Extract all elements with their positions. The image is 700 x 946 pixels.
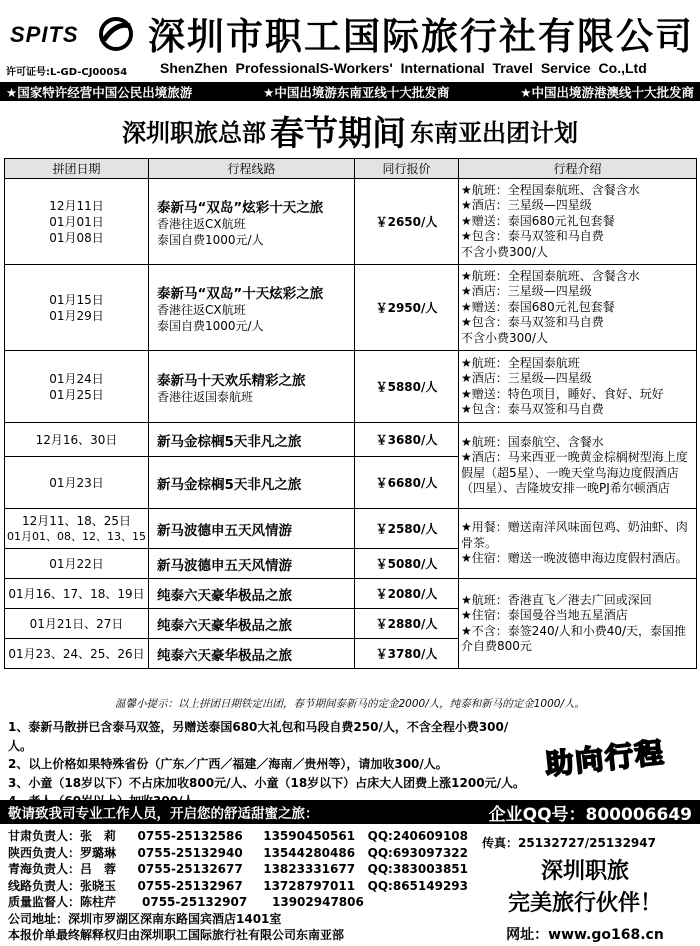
contact-mobile: 13823331677 xyxy=(263,862,356,876)
route-cell xyxy=(149,457,355,509)
logo-text: SPITS xyxy=(10,22,79,47)
table-row xyxy=(5,351,697,423)
date-text: 01月15日 xyxy=(49,292,104,307)
column-header: 同行报价 xyxy=(355,159,459,179)
title-part: 东南亚出团计划 xyxy=(410,118,578,147)
price-cell: ￥6680/人 xyxy=(355,457,459,509)
price-cell: ￥2880/人 xyxy=(355,609,459,639)
intro-cell xyxy=(459,179,697,265)
date-text: 01月01日 xyxy=(49,214,104,229)
route-name: 泰新马十天欢乐精彩之旅 xyxy=(157,372,306,389)
contact-name: 线路负责人：张晓玉 xyxy=(8,878,117,893)
route-cell xyxy=(149,639,355,669)
note-item: 2、以上价格如果特殊省份（广东／广西／福建／海南／贵州等），请加收300/人。 xyxy=(8,757,448,771)
price-cell: ￥3680/人 xyxy=(355,423,459,457)
date-text: 01月23、24、25、26日 xyxy=(8,646,145,661)
intro-line: ★住宿：泰国曼谷当地五星酒店 xyxy=(461,608,628,622)
route-cell xyxy=(149,549,355,579)
intro-cell xyxy=(459,579,697,669)
route-name: 新马波德申五天风情游 xyxy=(157,522,292,539)
page-title xyxy=(0,104,700,156)
route-name: 纯泰六天豪华极品之旅 xyxy=(157,647,292,664)
contact-qq: QQ:240609108 xyxy=(367,829,468,843)
contact-row xyxy=(8,861,468,878)
banner-item: ★中国出境游港澳线十大批发商 xyxy=(520,84,694,100)
date-text: 12月11、18、25日 xyxy=(21,513,132,528)
brand-box xyxy=(470,828,700,946)
date-cell xyxy=(5,457,149,509)
intro-line: 不含小费300/人 xyxy=(461,330,548,345)
contact-mobile: 13544280486 xyxy=(263,845,356,860)
date-cell xyxy=(5,609,149,639)
intro-line: ★包含：泰马双签和马自费 xyxy=(461,315,604,330)
date-text: 01月16、17、18、19日 xyxy=(8,586,145,601)
intro-line: ★不含：泰签240/人和小费40/天，泰国推介自费800元 xyxy=(461,623,687,653)
route-name: 新马金棕榈5天非凡之旅 xyxy=(157,433,302,450)
company-name-cn: 深圳市职工国际旅行社有限公司 xyxy=(148,15,694,58)
intro-line: ★包含：泰马双签和马自费 xyxy=(461,229,604,244)
note-item: 1、泰新马散拼已含泰马双签，另赠送泰国680大礼包和马段自费250/人，不含全程小费300/人。 xyxy=(8,720,509,753)
intro-line: ★航班：国泰航空、含餐水 xyxy=(461,434,604,449)
enterprise-qq: 企业QQ号：800006649 xyxy=(488,804,692,825)
price-cell: ￥5080/人 xyxy=(355,549,459,579)
table-row xyxy=(5,179,697,265)
brand-name: 深圳职旅 xyxy=(540,858,629,884)
title-highlight: 春节期间 xyxy=(270,113,406,154)
column-header: 行程线路 xyxy=(149,159,355,179)
contact-row xyxy=(8,894,468,911)
contact-name: 陕西负责人：罗璐琳 xyxy=(8,845,117,860)
sticker-text: 助向行程 xyxy=(543,735,667,782)
itinerary-sticker xyxy=(540,732,670,782)
table-row xyxy=(5,265,697,351)
route-cell xyxy=(149,579,355,609)
date-text: 01月24日 xyxy=(49,371,104,386)
header xyxy=(0,0,700,82)
banner xyxy=(0,82,700,101)
route-name: 纯泰六天豪华极品之旅 xyxy=(157,617,292,634)
route-detail: 香港往返CX航班 xyxy=(157,216,246,231)
date-text: 01月01、08、12、13、15 xyxy=(7,529,146,543)
route-detail: 泰国自费1000元/人 xyxy=(157,318,264,333)
intro-line: ★包含：泰马双签和马自费 xyxy=(461,402,604,416)
date-cell xyxy=(5,423,149,457)
table-header-row xyxy=(5,159,697,179)
contact-name: 甘肃负责人：张 莉 xyxy=(8,829,117,843)
route-detail: 泰国自费1000元/人 xyxy=(157,232,264,247)
swoosh-logo-icon xyxy=(98,16,134,52)
contact-mobile: 13590450561 xyxy=(263,829,356,843)
contact-phone: 0755-25132677 xyxy=(137,862,243,876)
website-link[interactable]: 网址：www.go168.cn xyxy=(506,927,664,943)
intro-line: ★赠送：特色项目，睡好、食好、玩好 xyxy=(461,386,664,401)
date-text: 01月08日 xyxy=(49,230,104,245)
route-name: 新马金棕榈5天非凡之旅 xyxy=(157,476,302,493)
intro-line: ★酒店：三星级—四星级 xyxy=(461,284,592,299)
date-text: 12月11日 xyxy=(49,198,104,213)
date-text: 01月25日 xyxy=(49,387,104,402)
date-text: 01月23日 xyxy=(49,475,104,490)
contact-mobile: 13728797011 xyxy=(263,878,356,893)
intro-line: ★航班：全程国泰航班、含餐含水 xyxy=(461,268,640,283)
contact-name: 质量监督人：陈柱芹 xyxy=(8,895,117,909)
date-cell xyxy=(5,509,149,549)
license-number: 许可证号:L-GD-CJ00054 xyxy=(6,67,128,78)
date-cell xyxy=(5,549,149,579)
company-address: 公司地址：深圳市罗湖区深南东路国宾酒店1401室 xyxy=(8,911,282,926)
contacts-list xyxy=(8,828,468,944)
intro-line: ★赠送：泰国680元礼包套餐 xyxy=(461,299,615,314)
contact-qq: QQ:865149293 xyxy=(367,878,468,893)
intro-line: ★用餐：赠送南洋风味面包鸡、奶油虾、肉骨茶。 xyxy=(461,520,688,550)
tip-note: 温馨小提示：以上拼团日期铁定出团，春节期间泰新马的定金2000/人，纯泰和新马的定金1000/人。 xyxy=(114,698,586,710)
price-cell: ￥2580/人 xyxy=(355,509,459,549)
intro-line: ★航班：香港直飞／港去广回或深回 xyxy=(461,592,652,607)
intro-line: ★酒店：马来西亚一晚黄金棕榈树型海上度假屋（超5星）、一晚天堂鸟海边度假酒店（四星）、吉隆坡安排一晚PJ希尔顿酒店 xyxy=(461,450,688,495)
date-cell xyxy=(5,179,149,265)
date-cell xyxy=(5,265,149,351)
contact-qq: QQ:383003851 xyxy=(367,862,468,876)
route-cell xyxy=(149,179,355,265)
intro-line: 不含小费300/人 xyxy=(461,244,548,259)
route-cell xyxy=(149,609,355,639)
banner-item: ★国家特许经营中国公民出境旅游 xyxy=(6,84,193,100)
route-cell xyxy=(149,423,355,457)
intro-cell xyxy=(459,509,697,579)
route-detail: 香港往返国泰航班 xyxy=(157,389,254,404)
route-name: 泰新马“双岛”十天炫彩之旅 xyxy=(157,285,324,302)
date-cell xyxy=(5,639,149,669)
notes-list xyxy=(8,718,528,811)
column-header: 拼团日期 xyxy=(5,159,149,179)
table-row xyxy=(5,579,697,609)
date-cell xyxy=(5,579,149,609)
column-header: 行程介绍 xyxy=(459,159,697,179)
date-text: 01月21日、27日 xyxy=(29,616,124,631)
price-cell: ￥2950/人 xyxy=(355,265,459,351)
route-name: 泰新马“双岛”炫彩十天之旅 xyxy=(157,199,324,216)
intro-line: ★酒店：三星级—四星级 xyxy=(461,198,592,213)
banner-item: ★中国出境游东南亚线十大批发商 xyxy=(263,84,450,100)
intro-cell xyxy=(459,423,697,509)
price-cell: ￥3780/人 xyxy=(355,639,459,669)
intro-line: ★住宿：赠送一晚波德申海边度假村酒店。 xyxy=(461,551,688,566)
price-cell: ￥2650/人 xyxy=(355,179,459,265)
invite-text: 敬请致我司专业工作人员，开启您的舒适甜蜜之旅： xyxy=(8,806,319,822)
schedule-table xyxy=(4,158,697,669)
intro-line: ★酒店：三星级—四星级 xyxy=(461,371,592,385)
intro-line: ★赠送：泰国680元礼包套餐 xyxy=(461,213,615,228)
contact-phone: 0755-25132967 xyxy=(137,878,243,893)
logo xyxy=(10,14,135,54)
date-text: 12月16、30日 xyxy=(35,432,118,447)
intro-cell xyxy=(459,351,697,423)
contact-mobile: 13902947806 xyxy=(272,895,364,909)
note-item: 3、小童（18岁以下）不占床加收800元/人、小童（18岁以下）占床大人团费上涨1200元/人。 xyxy=(8,775,525,790)
route-detail: 香港往返CX航班 xyxy=(157,302,246,317)
intro-line: ★航班：全程国泰航班 xyxy=(461,355,580,370)
invite-bar xyxy=(0,800,700,824)
title-part: 深圳职旅总部 xyxy=(122,118,266,147)
table-row xyxy=(5,509,697,549)
date-cell xyxy=(5,351,149,423)
contact-phone: 0755-25132907 xyxy=(142,895,248,909)
date-text: 01月29日 xyxy=(49,308,104,323)
route-cell xyxy=(149,265,355,351)
contact-phone: 0755-25132586 xyxy=(137,829,243,843)
contact-phone: 0755-25132940 xyxy=(137,845,243,860)
fax-number: 传真：25132727/25132947 xyxy=(482,836,656,850)
route-cell xyxy=(149,509,355,549)
route-name: 纯泰六天豪华极品之旅 xyxy=(157,587,292,604)
copyright-note: 本报价单最终解释权归由深圳职工国际旅行社有限公司东南亚部 xyxy=(8,928,345,942)
table-row xyxy=(5,423,697,457)
company-name-en: ShenZhen ProfessionalS-Workers' International Travel Service Co.,Ltd xyxy=(160,60,647,76)
contact-qq: QQ:693097322 xyxy=(367,845,468,860)
price-cell: ￥2080/人 xyxy=(355,579,459,609)
brand-slogan: 完美旅行伙伴！ xyxy=(507,890,662,916)
contact-row xyxy=(8,828,468,845)
intro-cell xyxy=(459,265,697,351)
route-cell xyxy=(149,351,355,423)
date-text: 01月22日 xyxy=(49,556,104,571)
route-name: 新马波德申五天风情游 xyxy=(157,557,292,574)
contact-name: 青海负责人：吕 蓉 xyxy=(8,862,117,876)
intro-line: ★航班：全程国泰航班、含餐含水 xyxy=(461,182,640,197)
contact-row xyxy=(8,878,468,895)
contact-row xyxy=(8,845,468,862)
price-cell: ￥5880/人 xyxy=(355,351,459,423)
